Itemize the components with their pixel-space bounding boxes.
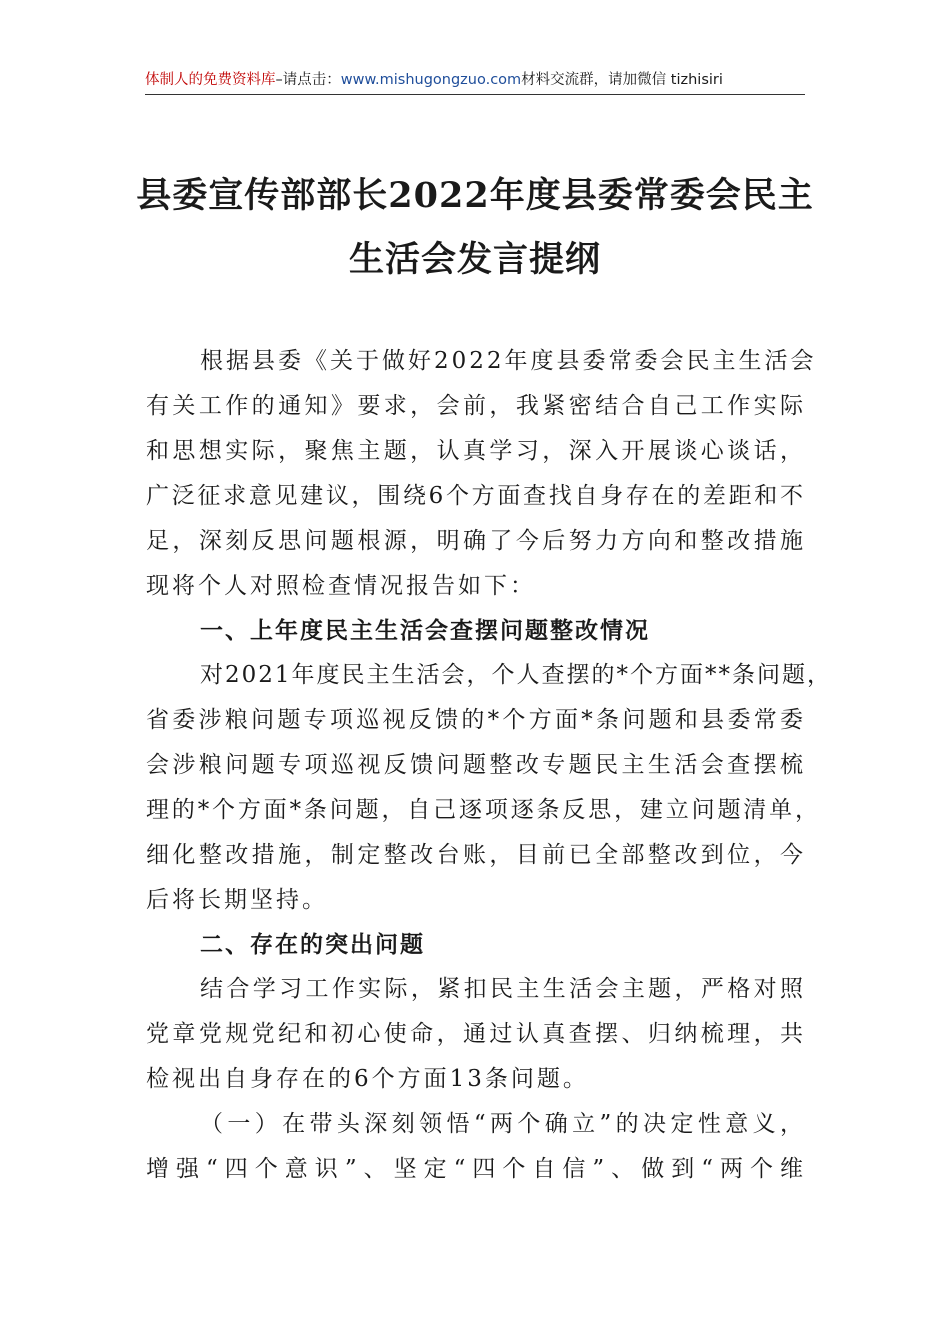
body-line: 有关工作的通知》要求，会前，我紧密结合自己工作实际 [146, 393, 803, 419]
document-title-line-1: 县委宣传部部长2022年度县委常委会民主 [136, 175, 814, 216]
body-line: 对2021年度民主生活会，个人查摆的*个方面**条问题， [200, 662, 833, 688]
section-heading-2: 二、存在的突出问题 [200, 932, 425, 958]
header-click-prompt: –请点击： [275, 72, 341, 88]
body-line: 党章党规党纪和初心使命，通过认真查摆、归纳梳理，共 [146, 1021, 803, 1047]
body-line: 结合学习工作实际，紧扣民主生活会主题，严格对照 [200, 976, 803, 1002]
body-line: 理的*个方面*条问题，自己逐项逐条反思，建立问题清单， [146, 797, 818, 823]
body-line: 现将个人对照检查情况报告如下： [146, 573, 536, 599]
body-line: 检视出自身存在的6个方面13条问题。 [146, 1066, 589, 1092]
body-line: 后将长期坚持。 [146, 887, 328, 913]
body-line: 广泛征求意见建议，围绕6个方面查找自身存在的差距和不 [146, 483, 803, 509]
body-line: 会涉粮问题专项巡视反馈问题整改专题民主生活会查摆梳 [146, 752, 803, 778]
header-site-name: 体制人的免费资料库 [145, 72, 276, 88]
document-title-line-2: 生活会发言提纲 [348, 239, 601, 280]
subsection-heading-1: （一）在带头深刻领悟“两个确立”的决定性意义， [200, 1111, 803, 1137]
header-divider [145, 94, 805, 95]
section-heading-1: 一、上年度民主生活会查摆问题整改情况 [200, 618, 650, 644]
body-line: 细化整改措施，制定整改台账，目前已全部整改到位，今 [146, 842, 803, 868]
body-line: 和思想实际，聚焦主题，认真学习，深入开展谈心谈话， [146, 438, 803, 464]
body-line: 足，深刻反思问题根源，明确了今后努力方向和整改措施 [146, 528, 803, 554]
page-header [145, 69, 805, 91]
header-url-link[interactable]: www.mishugongzuo.com [340, 72, 522, 88]
body-line: 省委涉粮问题专项巡视反馈的*个方面*条问题和县委常委 [146, 707, 803, 733]
body-line: 根据县委《关于做好2022年度县委常委会民主生活会 [200, 348, 817, 374]
header-group-note: 材料交流群，请加微信 tizhisiri [521, 72, 723, 88]
subsection-heading-1-cont: 增强“四个意识”、坚定“四个自信”、做到“两个维 [146, 1156, 803, 1182]
